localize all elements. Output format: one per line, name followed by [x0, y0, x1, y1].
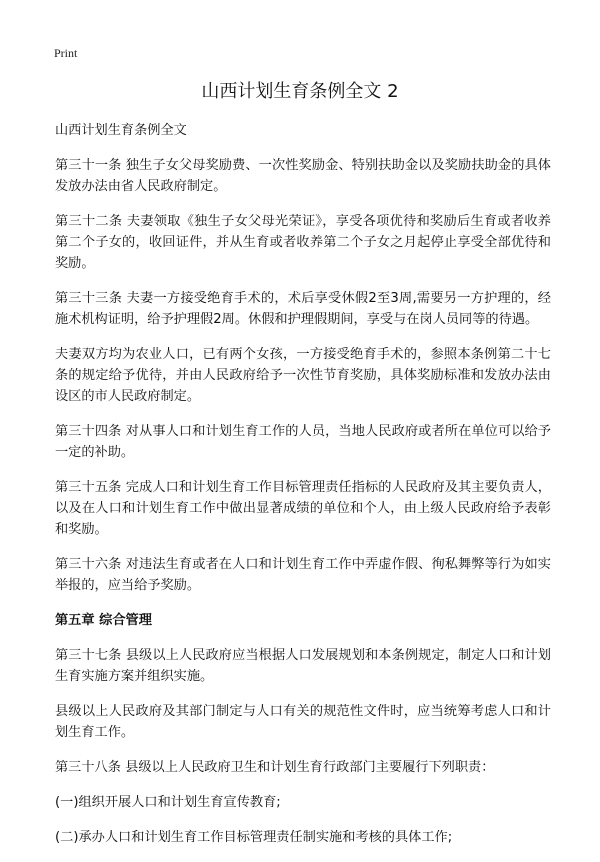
article-32: 第三十二条 夫妻领取《独生子女父母光荣证》，享受各项优待和奖励后生育或者收养第二个子女的，收回证件，并从生育或者收养第二个子女之月起停止享受全部优待和奖励。 [55, 214, 551, 271]
document-title: 山西计划生育条例全文 2 [201, 81, 399, 102]
article-38: 第三十八条 县级以上人民政府卫生和计划生育行政部门主要履行下列职责： [55, 760, 495, 775]
article-34: 第三十四条 对从事人口和计划生育工作的人员，当地人民政府或者所在单位可以给予一定的补助。 [55, 424, 551, 460]
article-37: 第三十七条 县级以上人民政府应当根据人口发展规划和本条例规定，制定人口和计划生育实施方案并组织实施。 [55, 648, 551, 684]
article-36: 第三十六条 对违法生育或者在人口和计划生育工作中弄虚作假、徇私舞弊等行为如实举报的，应当给予奖励。 [55, 557, 551, 593]
article-37-supplement: 县级以上人民政府及其部门制定与人口有关的规范性文件时，应当统筹考虑人口和计划生育工作。 [55, 704, 551, 740]
document-body [55, 120, 551, 862]
article-35: 第三十五条 完成人口和计划生育工作目标管理责任指标的人民政府及其主要负责人，以及在人口和计划生育工作中做出显著成绩的单位和个人，由上级人民政府给予表彰和奖励。 [55, 480, 551, 537]
document-subtitle: 山西计划生育条例全文 [55, 123, 187, 138]
print-label: Print [54, 46, 78, 60]
article-31: 第三十一条 独生子女父母奖励费、一次性奖励金、特别扶助金以及奖励扶助金的具体发放办法由省人民政府制定。 [55, 158, 551, 194]
article-33: 第三十三条 夫妻一方接受绝育手术的，术后享受休假2至3周,需要另一方护理的，经施术机构证明，给予护理假2周。休假和护理假期间，享受与在岗人员同等的待遇。 [55, 291, 551, 327]
article-38-item-1: (一)组织开展人口和计划生育宣传教育; [55, 795, 281, 810]
article-38-item-2: (二)承办人口和计划生育工作目标管理责任制实施和考核的具体工作; [55, 830, 453, 845]
article-33-supplement: 夫妻双方均为农业人口，已有两个女孩，一方接受绝育手术的，参照本条例第二十七条的规定给予优待，并由人民政府给予一次性节育奖励，具体奖励标准和发放办法由设区的市人民政府制定。 [55, 347, 551, 404]
chapter-heading: 第五章 综合管理 [55, 613, 152, 628]
